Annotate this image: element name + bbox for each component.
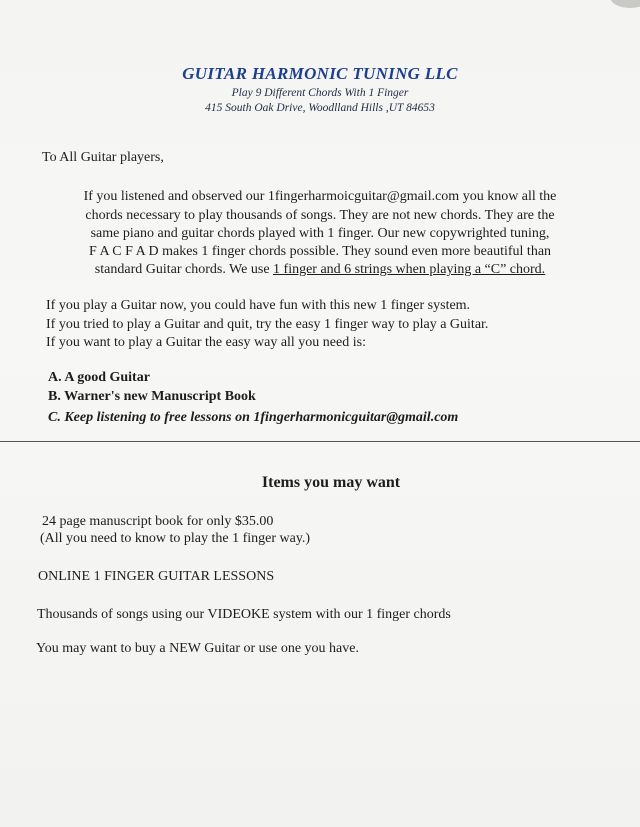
page-corner-shadow	[610, 0, 640, 8]
section-divider	[0, 441, 640, 442]
paragraph1-underlined-text: 1 finger and 6 strings when playing a “C” chord.	[273, 262, 546, 277]
paragraph1-line5	[0, 262, 640, 278]
paragraph1-line3: same piano and guitar chords played with 1 finger. Our new copywrighted tuning,	[90, 226, 550, 241]
new-guitar-item: You may want to buy a NEW Guitar or use one you have.	[36, 641, 359, 656]
paragraph1-line5-text: standard Guitar chords. We use	[94, 262, 274, 277]
list-marker: C.	[48, 410, 61, 425]
paragraph1-line1: If you listened and observed our 1fingerharmoicguitar@gmail.com you know all the	[83, 189, 557, 204]
paragraph1-line4: F A C F A D makes 1 finger chords possible. They sound even more beautiful than	[88, 244, 552, 259]
paragraph2-line1: If you play a Guitar now, you could have fun with this new 1 finger system.	[46, 298, 471, 313]
paragraph2-line3: If you want to play a Guitar the easy way all you need is:	[46, 335, 366, 350]
company-tagline: Play 9 Different Chords With 1 Finger	[231, 87, 409, 99]
paragraph2-line2: If you tried to play a Guitar and quit, try the easy 1 finger way to play a Guitar.	[46, 317, 489, 332]
company-name: GUITAR HARMONIC TUNING LLC	[182, 64, 458, 83]
online-lessons-item: ONLINE 1 FINGER GUITAR LESSONS	[38, 569, 275, 584]
videoke-item: Thousands of songs using our VIDEOKE system with our 1 finger chords	[37, 607, 451, 622]
book-offer-line1: 24 page manuscript book for only $35.00	[42, 514, 274, 529]
list-item-b	[48, 389, 256, 405]
list-item-text: Keep listening to free lessons on 1fingerharmonicguitar@gmail.com	[64, 410, 459, 425]
list-marker: B.	[48, 389, 61, 404]
salutation: To All Guitar players,	[42, 150, 164, 165]
company-address: 415 South Oak Drive, Woodlland Hills ,UT 84653	[205, 102, 435, 114]
list-item-a	[48, 370, 150, 386]
list-item-c	[48, 410, 458, 426]
book-offer-line2: (All you need to know to play the 1 finger way.)	[40, 531, 311, 546]
list-item-text: A good Guitar	[64, 370, 150, 385]
items-section-title: Items you may want	[261, 474, 401, 491]
paragraph1-line2: chords necessary to play thousands of songs. They are not new chords. They are the	[85, 208, 555, 223]
list-item-text: Warner's new Manuscript Book	[64, 389, 256, 404]
list-marker: A.	[48, 370, 62, 385]
